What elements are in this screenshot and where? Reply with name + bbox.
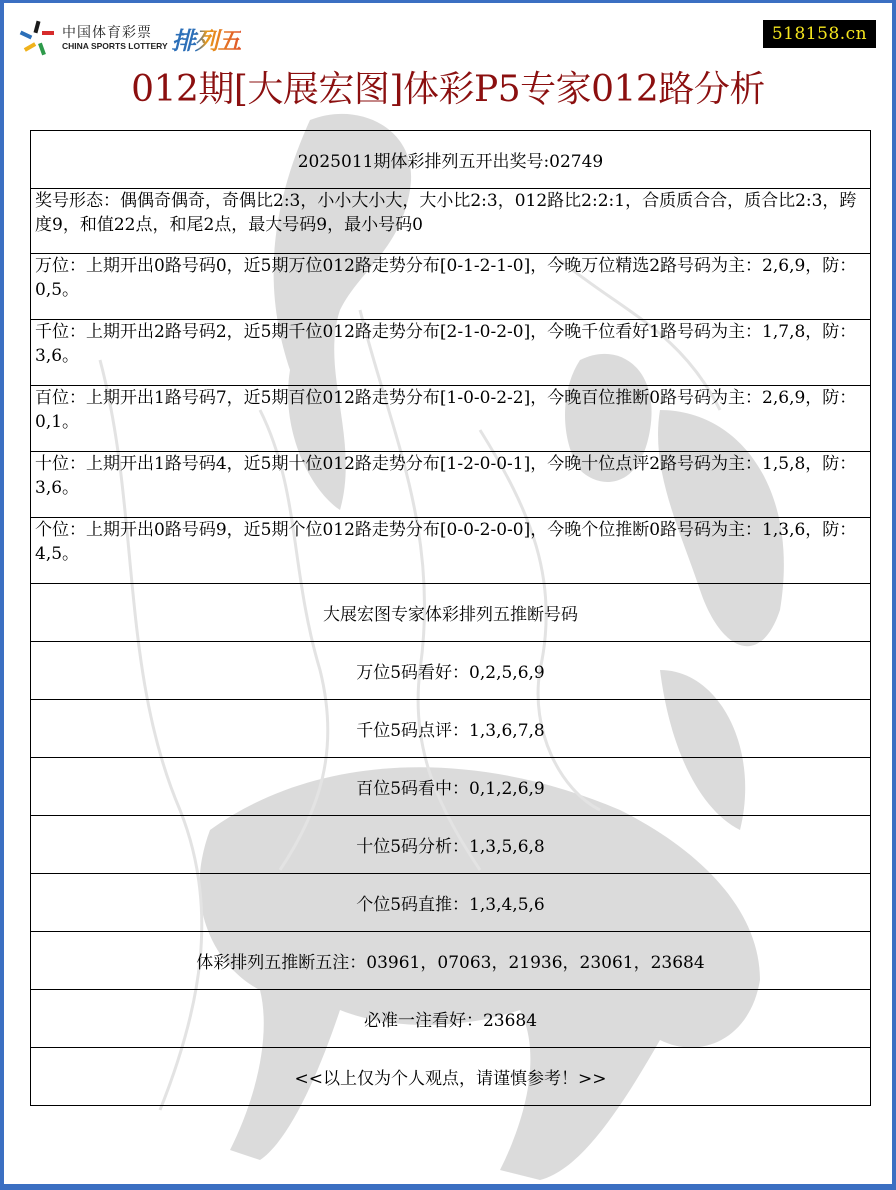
table-row [31,320,871,386]
analysis-table [30,130,871,1106]
table-row [31,386,871,452]
table-row [31,518,871,584]
number-pattern: 奖号形态：偶偶奇偶奇，奇偶比2:3，小小大小大，大小比2:3，012路比2:2:1，合质质合合，质合比2:3，跨度9，和值22点，和尾2点，最大号码9，最小号码0 [31,189,871,254]
draw-result: 2025011期体彩排列五开出奖号:02749 [31,131,871,189]
table-row [31,254,871,320]
position-analysis-qian: 千位：上期开出2路号码2，近5期千位012路走势分布[2-1-0-2-0]，今晚千位看好1路号码为主：1,7,8，防：3,6。 [31,320,871,386]
disclaimer: <<以上仅为个人观点，请谨慎参考！>> [31,1048,871,1106]
page-header [0,0,896,130]
table-row [31,874,871,932]
section-title: 大展宏图专家体彩排列五推断号码 [31,584,871,642]
table-row [31,758,871,816]
logo-product-name: 排列五 [172,21,241,56]
position-analysis-wan: 万位：上期开出0路号码0，近5期万位012路走势分布[0-1-2-1-0]，今晚万位精选2路号码为主：2,6,9，防：0,5。 [31,254,871,320]
table-row [31,990,871,1048]
logo-chinese-text: 中国体育彩票 [62,24,152,41]
table-row [31,131,871,189]
position-analysis-shi: 十位：上期开出1路号码4，近5期十位012路走势分布[1-2-0-0-1]，今晚十位点评2路号码为主：1,5,8，防：3,6。 [31,452,871,518]
five-code-qian: 千位5码点评：1,3,6,7,8 [31,700,871,758]
five-bets: 体彩排列五推断五注：03961，07063，21936，23061，23684 [31,932,871,990]
lottery-star-icon [18,19,56,57]
table-row [31,816,871,874]
five-code-ge: 个位5码直推：1,3,4,5,6 [31,874,871,932]
logo-english-text: CHINA SPORTS LOTTERY [62,40,168,51]
table-row [31,932,871,990]
five-code-bai: 百位5码看中：0,1,2,6,9 [31,758,871,816]
china-sports-lottery-logo [18,18,241,58]
table-row [31,584,871,642]
five-code-shi: 十位5码分析：1,3,5,6,8 [31,816,871,874]
page-title: 012期[大展宏图]体彩P5专家012路分析 [131,69,765,110]
best-bet: 必准一注看好：23684 [31,990,871,1048]
table-row [31,642,871,700]
table-row [31,452,871,518]
table-row [31,189,871,254]
position-analysis-ge: 个位：上期开出0路号码9，近5期个位012路走势分布[0-0-2-0-0]，今晚个位推断0路号码为主：1,3,6，防：4,5。 [31,518,871,584]
table-row [31,1048,871,1106]
site-badge[interactable]: 518158.cn [763,20,876,48]
five-code-wan: 万位5码看好：0,2,5,6,9 [31,642,871,700]
position-analysis-bai: 百位：上期开出1路号码7，近5期百位012路走势分布[1-0-0-2-2]，今晚百位推断0路号码为主：2,6,9，防：0,1。 [31,386,871,452]
table-row [31,700,871,758]
